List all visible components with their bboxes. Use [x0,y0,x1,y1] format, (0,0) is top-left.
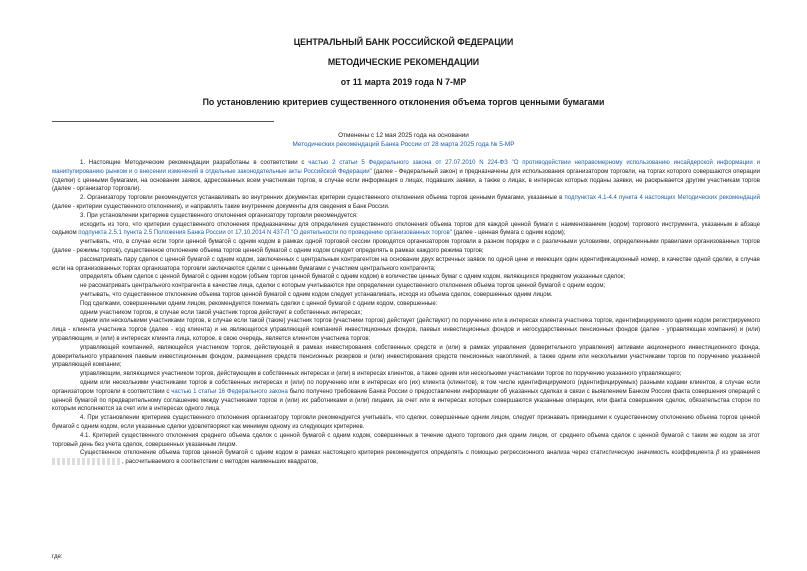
paragraph-text: не рассматривать центрального контрагента в качестве лица, сделки с которым учитываются при определении существенного отклонения объема торгов ценной бумагой с одним кодом; [80,283,606,290]
paragraph-text: одним или несколькими участниками торгов в собственных интересах и (или) по поручению или в интересах его (их) клиента (клиентов), в том числе идентифицируемого (идентифицируемых) разными кодами клиентов, в случае если организатором торговли в соответствии с [52,379,760,395]
paragraph-text: 3. При установлении критериев существенного отклонения организатору торговли рекомендуется: [80,212,358,219]
paragraph-text: Существенное отклонение объема торгов ценной бумагой с одним кодом в рамках настоящего критерия рекомендуется определять с помощью регрессионного анализа через статистическую значимость коэффициента [80,450,717,457]
document-body [52,159,760,467]
paragraph [52,379,760,414]
paragraph [52,317,760,343]
separator-line [52,121,274,122]
paragraph [52,212,760,221]
paragraph [52,159,760,194]
paragraph-text: определять объем сделок с ценной бумагой с одним кодом (объем торгов ценной бумагой с одним кодом) в количестве ценных бумаг с одним кодом, являющихся предметом указанных сделок; [80,274,626,281]
paragraph-text: Под сделками, совершенными одним лицом, рекомендуется понимать сделки с ценной бумагой с одним кодом, совершенные: [80,300,438,307]
paragraph [52,370,760,379]
paragraph [52,414,760,432]
legal-reference-link[interactable]: частью 1 статьи 16 Федерального закона [171,388,288,395]
paragraph [52,194,760,212]
paragraph-text: , рассчитываемого в соответствии с методом наименьших квадратов, [122,459,318,466]
where-label: где: [52,553,63,560]
paragraph-text: (далее - Федеральный закон) и предназначены для использования организатором торговли, на торгах которого совершаются операции (сделки) с ценными бумагами, на основании заявок, адресованных всем участникам торгов, в случае если информация о лицах, подавших заявки, а также о лицах, в интересах которых поданы заявки, не раскрывается другим участникам торгов (далее - организатор торговли). [52,168,760,193]
paragraph [52,300,760,309]
paragraph [52,309,760,318]
paragraph-text: 4. При установлении критериев существенного отклонения организатору торговли рекомендуется учитывать, что сделки, совершенные одним лицом, следует признавать приведшими к существенному отклонению объема торгов ценной бумагой с одним кодом, если указанные сделки удовлетворяют как минимум одному из следующих критериев. [52,415,760,430]
legal-reference-link[interactable]: подпункта 2.5.1 пункта 2.5 Положения Банка России от 17.10.2014 N 437-П "О деятельности по проведению организованных торгов" [78,230,452,237]
paragraph [52,221,760,239]
paragraph [52,282,760,291]
paragraph [52,432,760,450]
paragraph-text: (далее - ценная бумага с одним кодом); [451,230,566,237]
paragraph-text: исходить из того, что критерии существенного отклонения предназначены для определения существенного отклонения объема торгов для каждой ценной бумаги с наименованием (кодом) торгового инструмента, указанным в абзаце седьмом [52,221,760,237]
paragraph [52,273,760,282]
paragraph-text: 1. Настоящие Методические рекомендации разработаны в соответствии с [80,160,309,166]
beta-symbol: β [716,450,720,457]
paragraph [52,256,760,274]
paragraph-text: одним или несколькими участниками торгов, в случае если такой (такие) участник торгов (участники торгов) действует (действуют) по поручению или в интересах клиента участника торгов, идентифицируемого одним кодом регистрируемого лица - клиента участника торгов (далее - код клиента) и не являющегося управляющей компанией инвестиционных фондов, паевых инвестиционных фондов и негосударственных пенсионных фондов (далее - управляющая компания) и (или) управляющим, и (или) в интересах клиента лица, которое, в свою очередь, является клиентом участника торгов; [52,318,760,342]
paragraph-text: 4.1. Критерий существенного отклонения среднего объема сделок с ценной бумагой с одним кодом, совершенных в течение одного торгового дня одним лицом, от среднего объема сделок с ценной бумагой с таким же кодом за этот торговый день без учета сделок, совершенных указанным лицом. [52,432,760,448]
paragraph-text: из уравнения [719,450,760,457]
paragraph [52,238,760,256]
paragraph-text: управляющим, являющимся участником торгов, действующим в собственных интересах и (или) в интересах клиентов, а также одним или несколькими участниками торгов по поручению указанного управляющего; [80,371,682,378]
legal-reference-link[interactable]: подпунктах 4.1-4.4 пункта 4 настоящих Методических рекомендаций [564,195,761,202]
paragraph-text: одним участником торгов, в случае если такой участник торгов действует в собственных интересах; [80,309,363,316]
paragraph-text: рассматривать пару сделок с ценной бумагой с одним кодом, заключенных с центральным контрагентом на основании двух встречных заявок по одной цене и имеющих один идентификационный номер, в качестве одной сделки, в случае если на организованных торгах организатора торговли заключаются сделки с ценными бумагами с участием центрального контрагента; [52,256,760,272]
legal-reference-link[interactable]: частью 2 статьи 5 Федерального закона от 27.07.2010 N 224-ФЗ "О противодействии неправомерному использованию инсайдерской информации и манипулированию рынком и о внесении изменений в отдельные законодательные акты Российской Федерации" [52,160,761,175]
regression-formula-image [52,458,122,465]
paragraph-text: учитывать, что существенное отклонение объема торгов ценной бумагой с одним кодом следует устанавливать, исходя из объема сделок, совершенных одним лицом. [80,291,553,298]
org-heading: ЦЕНТРАЛЬНЫЙ БАНК РОССИЙСКОЙ ФЕДЕРАЦИИ [293,37,514,47]
paragraph-text: управляющей компанией, являющейся участником торгов, действующей в рамках инвестирования собственных средств и (или) в рамках управления (доверительного управления) активами акционерного инвестиционного фонда, доверительного управления паевым инвестиционным фондом, размещения средств пенсионных резервов и (или) инвестирования средств пенсионных накоплений, а также одним или несколькими участниками торгов по поручению указанной управляющей компании; [52,344,760,369]
paragraph-text: учитывать, что, в случае если торги ценной бумагой с одним кодом в рамках одной торговой сессии проводятся организатором торговли в разном порядке и с различными условиями, определенными правилами организованных торгов (далее - режимы торгов), существенное отклонение объема торгов ценной бумагой с одним кодом следует определять в рамках каждого режима торгов; [52,239,760,254]
paragraph [52,291,760,300]
cancellation-link[interactable]: Методических рекомендаций Банка России от 28 марта 2025 года № 5-МР [292,141,515,148]
paragraph [52,344,760,370]
doc-type-heading: МЕТОДИЧЕСКИЕ РЕКОМЕНДАЦИИ [327,57,480,67]
cancellation-note: Отменены с 12 мая 2025 года на основании [338,132,469,139]
doc-title: По установлению критериев существенного отклонения объема торгов ценными бумагами [202,97,605,107]
paragraph-text: 2. Организатору торговли рекомендуется устанавливать во внутренних документах критерии существенного отклонения объема торгов ценными бумагами, указанные в [80,195,565,202]
doc-date-number: от 11 марта 2019 года N 7-МР [340,77,467,87]
paragraph [52,449,760,467]
paragraph-text: было получено требование Банка России о предоставлении информации об указанных сделках в связи с выявлением Банком России факта совершения операций с ценной бумагой по предварительному соглашению между участниками торгов и (или) их работниками и (или) лицами, за счет или в интересах которых совершаются указанные операции, или факта совершения сделок, обязательства сторон по которым исполняются за счет или в интересах одного лица. [52,388,761,413]
paragraph-text: (далее - критерии существенного отклонения), и направлять такие внутренние документы для сведения в Банк России. [52,203,390,210]
